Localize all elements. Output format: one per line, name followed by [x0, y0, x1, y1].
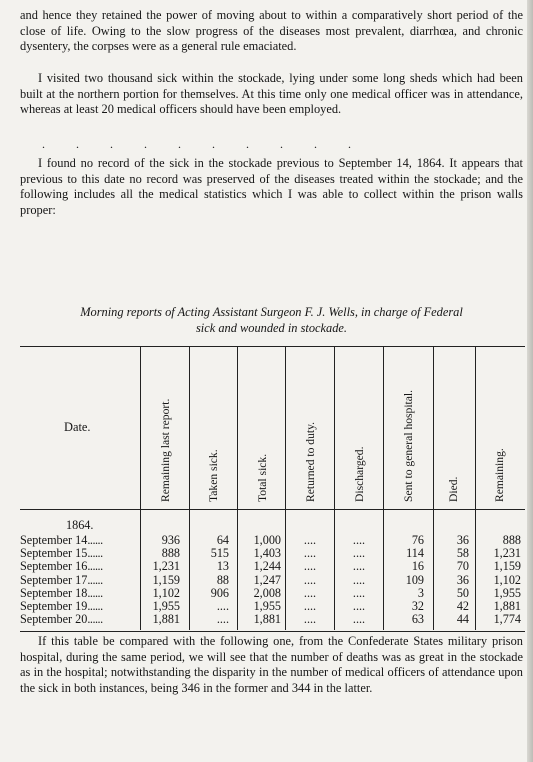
date-column-header: Date. — [64, 420, 91, 434]
cell-returned-to-duty: .... — [303, 599, 317, 613]
cell-remaining-last-report: 1,231 — [152, 559, 180, 574]
row-leader-dots: ...... — [87, 612, 103, 627]
cell-died: 36 — [456, 572, 469, 587]
row-leader-dots: ...... — [87, 599, 103, 613]
row-leader-dots: ...... — [87, 585, 103, 600]
row-date-label — [20, 612, 103, 627]
cell-remaining-last-report: 1,955 — [152, 599, 180, 613]
cell-taken-sick: 906 — [210, 585, 229, 600]
cell-returned-to-duty: .... — [303, 585, 317, 600]
cell-returned-to-duty: .... — [303, 533, 317, 547]
cell-taken-sick: 515 — [210, 546, 229, 561]
table-year: 1864. — [66, 518, 94, 532]
cell-sent-to-general-hospital: 63 — [411, 612, 424, 627]
ellipsis-line: . . . . . . . . . . — [42, 137, 351, 151]
table-row — [0, 586, 533, 599]
cell-discharged: .... — [352, 559, 366, 574]
cell-sent-to-general-hospital: 3 — [417, 585, 424, 600]
cell-taken-sick: 13 — [216, 559, 229, 574]
cell-discharged: .... — [352, 612, 366, 627]
cell-taken-sick: 64 — [216, 533, 229, 547]
cell-returned-to-duty: .... — [303, 546, 317, 561]
cell-total-sick: 1,403 — [253, 546, 281, 561]
cell-total-sick: 1,955 — [253, 599, 281, 613]
cell-remaining: 1,159 — [493, 559, 521, 574]
cell-sent-to-general-hospital: 32 — [411, 599, 424, 613]
column-header-returned-to-duty: Returned to duty. — [304, 421, 317, 502]
column-header-remaining: Remaining. — [493, 448, 506, 502]
table-row — [0, 546, 533, 559]
row-date: September 15 — [20, 546, 88, 561]
cell-remaining: 1,231 — [493, 546, 521, 561]
cell-total-sick: 2,008 — [253, 585, 281, 600]
cell-discharged: .... — [352, 533, 366, 547]
paragraph-3: I found no record of the sick in the stockade previous to September 14, 1864. It appears that previous to this date no record was preserved of the diseases treated within the stockade; and the following includes all the medical statistics which I was able to collect within the prison walls proper: — [20, 156, 523, 217]
cell-remaining: 1,955 — [493, 585, 521, 600]
cell-remaining-last-report: 1,159 — [152, 572, 180, 587]
cell-returned-to-duty: .... — [303, 612, 317, 627]
cell-died: 70 — [456, 559, 469, 574]
row-date: September 18 — [20, 585, 88, 600]
cell-remaining-last-report: 1,881 — [152, 612, 180, 627]
caption-line-2: sick and wounded in stockade. — [195, 321, 348, 335]
cell-remaining: 1,774 — [493, 612, 521, 627]
table-bottom-rule — [20, 631, 525, 632]
page-edge-shadow — [527, 0, 533, 762]
cell-remaining-last-report: 936 — [161, 533, 180, 547]
table-caption — [20, 304, 523, 336]
column-header-sent-to-general-hospital: Sent to general hospital. — [402, 389, 415, 502]
row-leader-dots: ...... — [87, 572, 103, 587]
table-row — [0, 612, 533, 625]
cell-discharged: .... — [352, 546, 366, 561]
column-header-discharged: Discharged. — [353, 446, 366, 502]
row-date: September 14 — [20, 533, 88, 547]
cell-died: 50 — [456, 585, 469, 600]
row-leader-dots: ...... — [87, 559, 103, 574]
cell-remaining: 1,881 — [493, 599, 521, 613]
paragraph-2: I visited two thousand sick within the stockade, lying under some long sheds which had been built at the northern portion for themselves. At this time only one medical officer was in attendance, whereas at least 20 medical officers should have been employed. — [20, 71, 523, 116]
caption-line-1: Morning reports of Acting Assistant Surgeon F. J. Wells, in charge of Federal — [80, 305, 463, 319]
cell-died: 36 — [456, 533, 469, 547]
cell-returned-to-duty: .... — [303, 559, 317, 574]
row-date: September 17 — [20, 572, 88, 587]
cell-died: 44 — [456, 612, 469, 627]
cell-discharged: .... — [352, 599, 366, 613]
table-row — [0, 559, 533, 572]
cell-remaining: 888 — [502, 533, 521, 547]
cell-total-sick: 1,881 — [253, 612, 281, 627]
table-row — [0, 573, 533, 586]
cell-taken-sick: .... — [216, 599, 229, 613]
paragraph-1: and hence they retained the power of moving about to within a comparatively short period of the close of life. Owing to the slow progress of the diseases most prevalent, diarrhœa, and chronic dysentery, the corpses were as a general rule emaciated. — [20, 8, 523, 53]
column-header-taken-sick: Taken sick. — [207, 449, 220, 502]
cell-total-sick: 1,000 — [253, 533, 281, 547]
cell-discharged: .... — [352, 572, 366, 587]
cell-sent-to-general-hospital: 76 — [411, 533, 424, 547]
row-date: September 16 — [20, 559, 88, 574]
cell-remaining-last-report: 1,102 — [152, 585, 180, 600]
table-header-rule — [20, 509, 525, 510]
cell-remaining-last-report: 888 — [161, 546, 180, 561]
row-leader-dots: ...... — [87, 546, 103, 561]
cell-discharged: .... — [352, 585, 366, 600]
cell-died: 42 — [456, 599, 469, 613]
table-top-rule — [20, 346, 525, 347]
cell-died: 58 — [456, 546, 469, 561]
table-row — [0, 533, 533, 546]
column-header-died: Died. — [447, 476, 460, 502]
table-row — [0, 599, 533, 612]
cell-sent-to-general-hospital: 109 — [405, 572, 424, 587]
cell-returned-to-duty: .... — [303, 572, 317, 587]
cell-taken-sick: 88 — [216, 572, 229, 587]
cell-remaining: 1,102 — [493, 572, 521, 587]
column-header-total-sick: Total sick. — [256, 453, 269, 502]
cell-total-sick: 1,244 — [253, 559, 281, 574]
cell-total-sick: 1,247 — [253, 572, 281, 587]
column-header-remaining-last-report: Remaining last report. — [159, 398, 172, 502]
row-date: September 20 — [20, 612, 88, 627]
row-date: September 19 — [20, 599, 88, 613]
cell-sent-to-general-hospital: 114 — [406, 546, 424, 561]
cell-taken-sick: .... — [216, 612, 229, 627]
paragraph-4: If this table be compared with the following one, from the Confederate States military prison hospital, during the same period, we will see that the number of deaths was as great in the stockade as in the hospital; notwithstanding the disparity in the number of medical officers of attendance upon the sick in both instances, being 346 in the former and 344 in the latter. — [20, 634, 523, 695]
row-leader-dots: ...... — [87, 533, 103, 547]
cell-sent-to-general-hospital: 16 — [411, 559, 424, 574]
